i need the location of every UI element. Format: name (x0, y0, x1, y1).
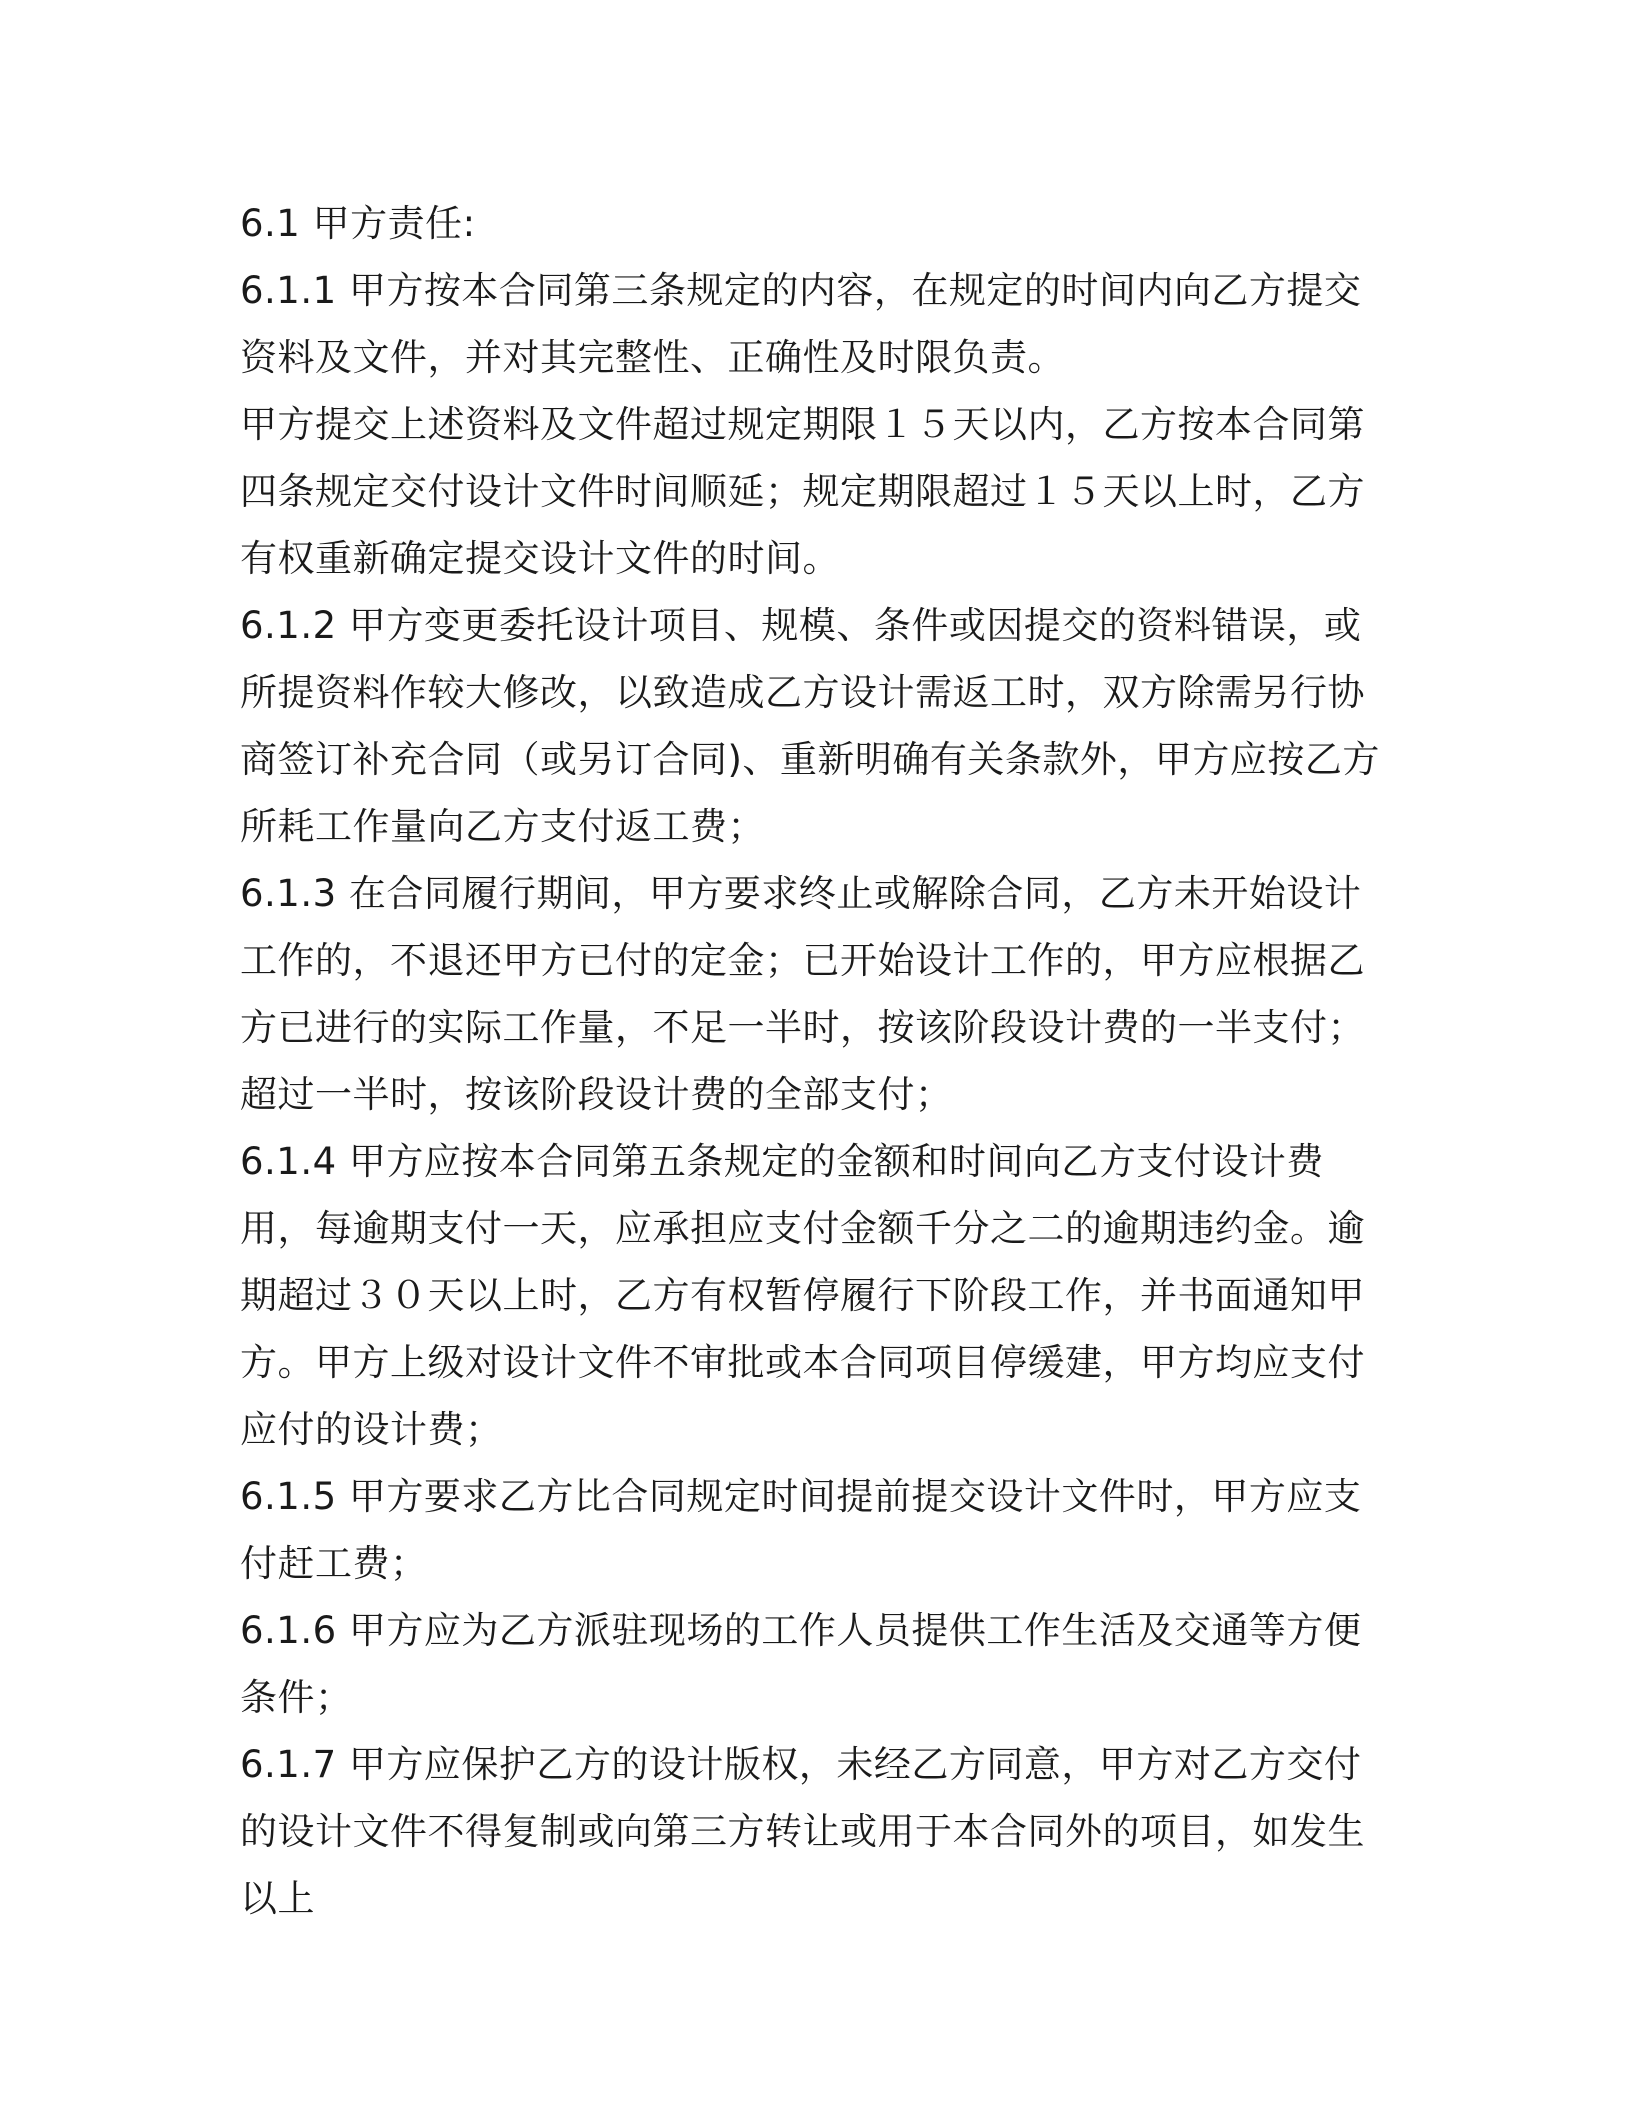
section-heading: 6.1 甲方责任: (240, 202, 476, 245)
document-body (240, 190, 1385, 1932)
clause-6-1-1: 6.1.1 甲方按本合同第三条规定的内容，在规定的时间内向乙方提交资料及文件，并对其完整性、正确性及时限负责。 (240, 269, 1362, 379)
clause-6-1-4: 6.1.4 甲方应按本合同第五条规定的金额和时间向乙方支付设计费用，每逾期支付一天，应承担应支付金额千分之二的逾期违约金。逾期超过３０天以上时，乙方有权暂停履行下阶段工作，并书面通知甲方。甲方上级对设计文件不审批或本合同项目停缓建，甲方均应支付应付的设计费； (240, 1140, 1365, 1451)
clause-6-1-7: 6.1.7 甲方应保护乙方的设计版权，未经乙方同意，甲方对乙方交付的设计文件不得复制或向第三方转让或用于本合同外的项目，如发生以上 (240, 1743, 1365, 1920)
clause-6-1-3: 6.1.3 在合同履行期间，甲方要求终止或解除合同，乙方未开始设计工作的，不退还甲方已付的定金；已开始设计工作的，甲方应根据乙方已进行的实际工作量，不足一半时，按该阶段设计费的一半支付；超过一半时，按该阶段设计费的全部支付； (240, 872, 1365, 1116)
clause-6-1-6: 6.1.6 甲方应为乙方派驻现场的工作人员提供工作生活及交通等方便条件； (240, 1609, 1362, 1719)
clause-6-1-5: 6.1.5 甲方要求乙方比合同规定时间提前提交设计文件时，甲方应支付赶工费； (240, 1475, 1362, 1585)
clause-6-1-2: 6.1.2 甲方变更委托设计项目、规模、条件或因提交的资料错误，或所提资料作较大修改，以致造成乙方设计需返工时，双方除需另行协商签订补充合同（或另订合同)、重新明确有关条款外，甲方应按乙方所耗工作量向乙方支付返工费； (240, 604, 1380, 848)
clause-6-1-1-continued: 甲方提交上述资料及文件超过规定期限１５天以内，乙方按本合同第四条规定交付设计文件时间顺延；规定期限超过１５天以上时，乙方有权重新确定提交设计文件的时间。 (240, 403, 1365, 580)
